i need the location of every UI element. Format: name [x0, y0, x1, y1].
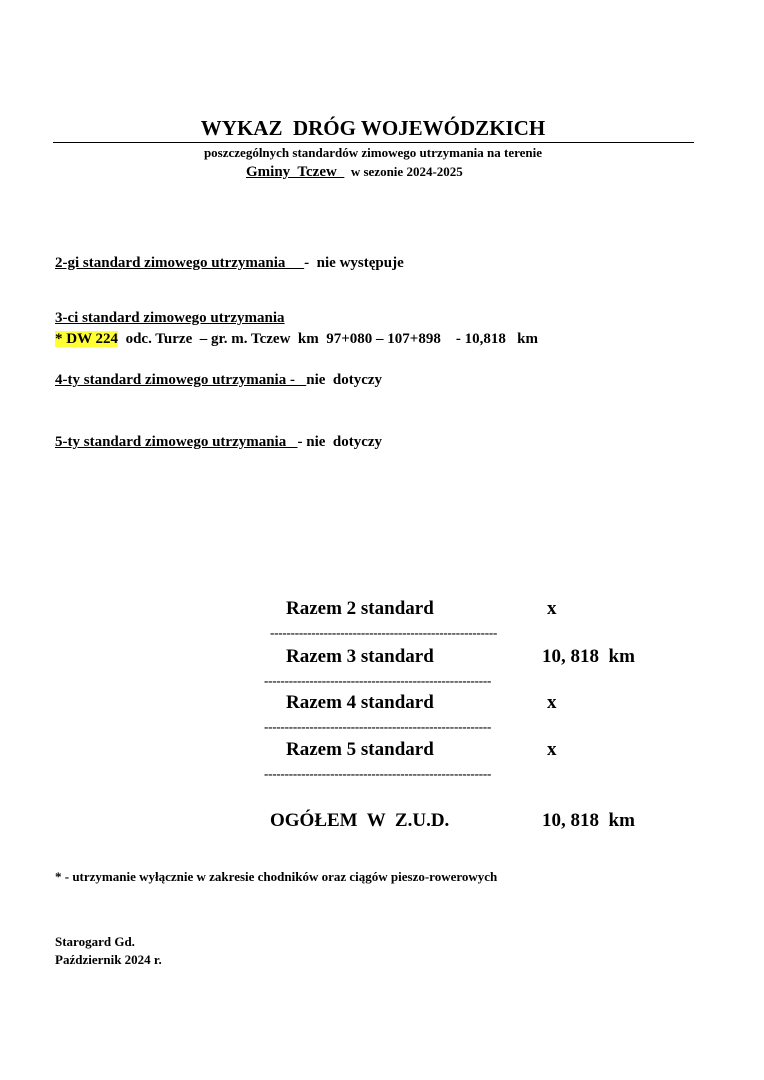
gmina-season-line: [246, 164, 463, 181]
standard-3-road-line: [55, 331, 538, 348]
standard-4-label: 4-ty standard zimowego utrzymania -: [55, 372, 307, 388]
standard-2-value: - nie występuje: [304, 255, 404, 271]
summary-row-label: Razem 5 standard: [286, 739, 434, 760]
summary-row-value: x: [547, 739, 557, 760]
summary-row-value: x: [547, 692, 557, 713]
summary-row-label: Razem 4 standard: [286, 692, 434, 713]
summary-separator: -------------------------------------------------------: [264, 719, 492, 734]
standard-5-label: 5-ty standard zimowego utrzymania: [55, 434, 298, 450]
standard-3-label: 3-ci standard zimowego utrzymania: [55, 310, 285, 326]
title-rule: [53, 142, 694, 143]
footnote: * - utrzymanie wyłącznie w zakresie chodników oraz ciągów pieszo-rowerowych: [55, 869, 498, 884]
summary-separator: -------------------------------------------------------: [270, 625, 498, 640]
standard-5-value: - nie dotyczy: [297, 434, 383, 450]
footer-place: Starogard Gd.: [55, 934, 135, 949]
summary-separator: -------------------------------------------------------: [264, 673, 492, 688]
summary-total-value: 10, 818 km: [542, 810, 635, 831]
season-text: w sezonie 2024-2025: [344, 164, 463, 179]
road-detail: odc. Turze – gr. m. Tczew km 97+080 – 107+898 - 10,818 km: [118, 331, 538, 347]
summary-row-label: Razem 3 standard: [286, 646, 434, 667]
gmina-name: Gminy Tczew: [246, 164, 345, 180]
road-marker-highlight: * DW 224: [55, 331, 119, 347]
summary-separator: -------------------------------------------------------: [264, 766, 492, 781]
summary-row-value: x: [547, 598, 557, 619]
standard-5-line: [55, 434, 382, 451]
summary-row-label: Razem 2 standard: [286, 598, 434, 619]
standard-2-label: 2-gi standard zimowego utrzymania: [55, 255, 305, 271]
summary-total-label: OGÓŁEM W Z.U.D.: [270, 810, 450, 831]
summary-row-value: 10, 818 km: [542, 646, 635, 667]
document-subtitle: poszczególnych standardów zimowego utrzymania na terenie: [203, 145, 543, 160]
standard-4-line: [55, 372, 382, 389]
standard-2-line: [55, 255, 404, 272]
document-title: WYKAZ DRÓG WOJEWÓDZKICH: [200, 116, 546, 140]
standard-4-value: nie dotyczy: [306, 372, 383, 388]
footer-date: Październik 2024 r.: [55, 952, 162, 967]
